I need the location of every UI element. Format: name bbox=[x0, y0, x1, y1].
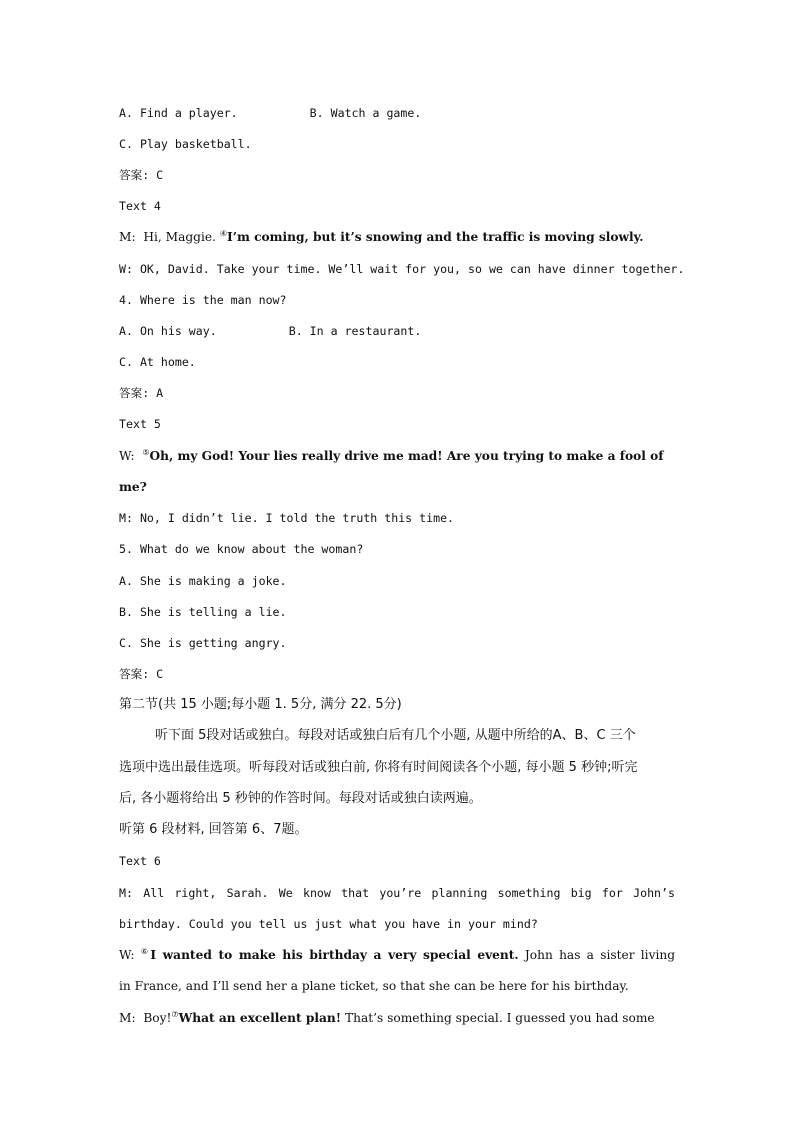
speaker-label: W: bbox=[119, 948, 135, 962]
section2-title: 第二节(共 15 小题;每小题 1. 5分, 满分 22. 5分) bbox=[119, 697, 402, 712]
text6-man-rest: That’s something special. I guessed you had some bbox=[341, 1011, 655, 1025]
text4-heading: Text 4 bbox=[119, 199, 161, 213]
q4-option-b: B. In a restaurant. bbox=[288, 324, 422, 338]
text6-heading: Text 6 bbox=[119, 854, 161, 868]
text6-man-line-1: M: All right, Sarah. We know that you’re planning something big for John’s bbox=[119, 886, 675, 900]
q4-options-row bbox=[119, 323, 421, 339]
text5-man-line: M: No, I didn’t lie. I told the truth this time. bbox=[119, 511, 455, 525]
circled-number-7: ⑦ bbox=[171, 1009, 179, 1019]
circled-number-5: ⑤ bbox=[142, 447, 150, 457]
text5-woman-bold-1: Oh, my God! Your lies really drive me mad! Are you trying to make a fool of bbox=[149, 449, 664, 463]
section2-instruction-3: 后, 各小题将给出 5 秒钟的作答时间。每段对话或独白读两遍。 bbox=[119, 791, 482, 806]
speaker-label: M: bbox=[119, 230, 136, 244]
speaker-label: M: bbox=[119, 1011, 136, 1025]
q3-option-a: A. Find a player. bbox=[119, 106, 238, 120]
q3-options-row bbox=[119, 105, 421, 121]
section2-instruction-1 bbox=[119, 728, 636, 744]
text6-man-line-3 bbox=[119, 1010, 655, 1026]
speaker-label: W: bbox=[119, 449, 135, 463]
text5-heading: Text 5 bbox=[119, 417, 161, 431]
text4-man-line bbox=[119, 229, 644, 245]
text4-man-bold: I’m coming, but it’s snowing and the traffic is moving slowly. bbox=[227, 230, 644, 244]
q5-option-a: A. She is making a joke. bbox=[119, 574, 287, 588]
text6-woman-line-1 bbox=[119, 947, 675, 963]
section2-instruction-2: 选项中选出最佳选项。听每段对话或独白前, 你将有时间阅读各个小题, 每小题 5 秒钟;听完 bbox=[119, 760, 638, 775]
section2-material: 听第 6 段材料, 回答第 6、7题。 bbox=[119, 822, 308, 837]
text6-man-bold: What an excellent plan! bbox=[178, 1011, 342, 1025]
q5-option-b: B. She is telling a lie. bbox=[119, 605, 287, 619]
text6-woman-line-2: in France, and I’ll send her a plane ticket, so that she can be here for his birthday. bbox=[119, 979, 629, 993]
text4-woman-line: W: OK, David. Take your time. We’ll wait for you, so we can have dinner together. bbox=[119, 262, 685, 276]
text5-woman-bold-2: me? bbox=[119, 480, 147, 494]
q3-option-c: C. Play basketball. bbox=[119, 137, 252, 151]
q3-answer: 答案: C bbox=[119, 168, 164, 182]
circled-number-6: ⑥ bbox=[140, 946, 151, 956]
circled-number-4: ④ bbox=[219, 228, 227, 238]
text6-man-boy: Boy! bbox=[143, 1011, 172, 1025]
q5-question: 5. What do we know about the woman? bbox=[119, 542, 364, 556]
text4-man-plain: Hi, Maggie. bbox=[143, 230, 216, 244]
text6-woman-bold: I wanted to make his birthday a very special event. bbox=[150, 948, 519, 962]
text6-woman-plain: John has a sister living bbox=[518, 948, 676, 962]
q5-option-c: C. She is getting angry. bbox=[119, 636, 287, 650]
section2-instruction-1-text: 听下面 5段对话或独白。每段对话或独白后有几个小题, 从题中所给的A、B、C 三个 bbox=[155, 728, 636, 743]
q4-option-a: A. On his way. bbox=[119, 324, 217, 338]
q4-question: 4. Where is the man now? bbox=[119, 293, 287, 307]
q5-answer: 答案: C bbox=[119, 667, 164, 681]
text5-woman-line bbox=[119, 448, 664, 464]
text6-man-line-2: birthday. Could you tell us just what you have in your mind? bbox=[119, 917, 538, 931]
q3-option-b: B. Watch a game. bbox=[309, 106, 422, 120]
q4-answer: 答案: A bbox=[119, 386, 164, 400]
q4-option-c: C. At home. bbox=[119, 355, 196, 369]
